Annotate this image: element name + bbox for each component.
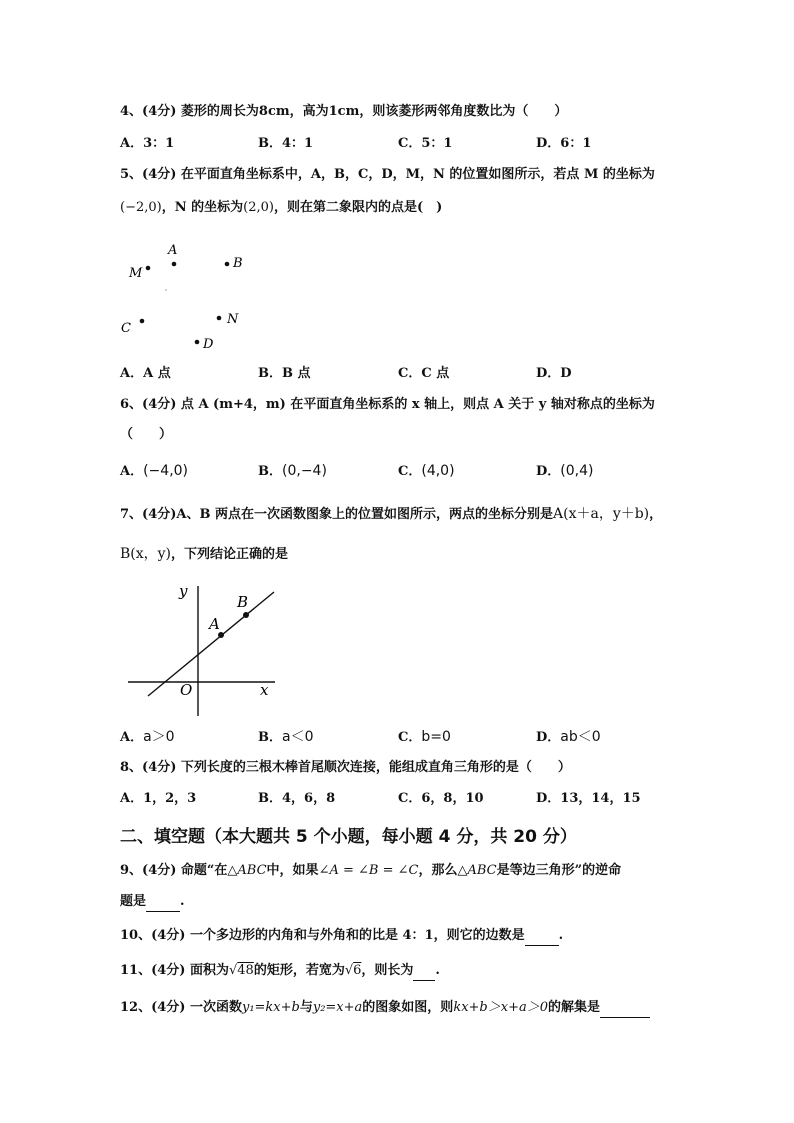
q6-stem-line2: （ ） — [120, 427, 173, 442]
q5-label-m: M — [129, 266, 143, 281]
q9-answer-blank[interactable] — [146, 893, 180, 912]
q8-option-c: C．6，8，10 — [398, 791, 484, 806]
q7-label-y: y — [179, 582, 188, 600]
section-2-title: 二、填空题（本大题共 5 个小题，每小题 4 分，共 20 分） — [120, 827, 577, 847]
q12-inequality: kx+b＞x+a＞0 — [453, 1000, 548, 1015]
q7-coord-b: B(x，y) — [120, 546, 172, 562]
q11-answer-blank[interactable] — [413, 962, 435, 981]
q12-answer-blank[interactable] — [600, 999, 650, 1018]
q8-option-d: D．13，14，15 — [536, 791, 641, 806]
q5-point-m — [146, 266, 151, 271]
q7-function-graph — [120, 578, 285, 720]
q5-label-b: B — [233, 256, 243, 271]
q5-m-coord: (−2,0) — [120, 200, 162, 215]
q5-point-d — [195, 340, 200, 345]
q5-label-n: N — [227, 312, 239, 327]
q7-option-d: D．ab＜0 — [536, 729, 601, 745]
q7-option-c: C．b=0 — [398, 729, 451, 745]
q7-label-o: O — [180, 681, 193, 699]
q7-label-b: B — [237, 593, 249, 611]
q9-stem-line1: 9、(4分) 命题“在△ABC中，如果∠A = ∠B = ∠C，那么△ABC是等边三角形”的逆命 — [120, 863, 622, 878]
q5-option-d: D．D — [536, 366, 572, 381]
q9-stem-line2: 题是 . — [120, 893, 185, 912]
q5-point-b — [225, 262, 230, 267]
q4-option-c: C．5：1 — [398, 136, 453, 151]
q6-option-b: B．(0,−4) — [258, 463, 327, 479]
q7-graph-line — [148, 592, 274, 696]
q5-option-a: A．A 点 — [120, 366, 171, 381]
q7-label-x: x — [260, 681, 269, 699]
q9-angle-equality: ∠A = ∠B = ∠C — [318, 863, 419, 878]
q7-point-b — [243, 612, 249, 618]
q5-point-c — [140, 319, 145, 324]
q7-coord-a: A(x＋a，y＋b) — [553, 506, 650, 522]
q9-triangle-1: △ABC — [227, 863, 267, 878]
q5-label-a: A — [168, 243, 178, 258]
q11-stem: 11、(4分) 面积为√48的矩形，若宽为√6，则长为 . — [120, 962, 440, 981]
q8-option-b: B．4，6，8 — [258, 791, 336, 806]
q7-stem-line1: 7、(4分)A、B 两点在一次函数图象上的位置如图所示，两点的坐标分别是A(x＋a，y＋b)， — [120, 506, 663, 522]
q5-stem-end: ，则在第二象限内的点是( ) — [273, 200, 443, 215]
q8-option-a: A．1，2，3 — [120, 791, 197, 806]
q10-answer-blank[interactable] — [525, 927, 559, 946]
q11-sqrt-6: √6 — [344, 963, 362, 978]
q5-label-c: C — [121, 321, 131, 336]
q5-option-b: B．B 点 — [258, 366, 311, 381]
q6-option-a: A．(−4,0) — [120, 463, 189, 479]
q6-option-c: C．(4,0) — [398, 463, 455, 479]
q5-point-figure — [115, 236, 255, 354]
q6-stem-line1: 6、(4分) 点 A (m+4，m) 在平面直角坐标系的 x 轴上，则点 A 关于 y 轴对称点的坐标为 — [120, 397, 655, 412]
q7-option-b: B．a＜0 — [258, 729, 314, 745]
q6-option-d: D．(0,4) — [536, 463, 594, 479]
q5-option-c: C．C 点 — [398, 366, 450, 381]
q5-point-n — [217, 316, 222, 321]
q5-point-a — [172, 262, 177, 267]
q12-function-1: y₁=kx+b — [241, 1000, 300, 1015]
q5-stem-line1: 5、(4分) 在平面直角坐标系中，A，B，C，D，M，N 的位置如图所示，若点 M 的坐标为 — [120, 167, 655, 182]
q4-stem: 4、(4分) 菱形的周长为8cm，高为1cm，则该菱形两邻角度数比为（ ） — [120, 104, 568, 119]
q4-option-d: D．6：1 — [536, 136, 592, 151]
q7-label-a: A — [209, 615, 220, 633]
q7-stem-text: 7、(4分)A、B 两点在一次函数图象上的位置如图所示，两点的坐标分别是 — [120, 507, 553, 522]
q7-option-a: A．a＞0 — [120, 729, 175, 745]
q10-stem: 10、(4分) 一个多边形的内角和与外角和的比是 4：1，则它的边数是 . — [120, 927, 563, 946]
q12-stem: 12、(4分) 一次函数y₁=kx+b与y₂=x+a的图象如图，则kx+b＞x+a＞0的解集是 — [120, 999, 650, 1018]
q5-label-d: D — [203, 337, 214, 352]
q9-triangle-2: △ABC — [457, 863, 497, 878]
q8-stem: 8、(4分) 下列长度的三根木棒首尾顺次连接，能组成直角三角形的是（ ） — [120, 760, 571, 775]
q5-stem-line2 — [120, 199, 442, 217]
q12-function-2: y₂=x+a — [312, 1000, 363, 1015]
q4-option-b: B．4：1 — [258, 136, 314, 151]
q5-point-origin-faint — [165, 289, 167, 291]
q7-stem-line2: B(x，y)，下列结论正确的是 — [120, 546, 289, 562]
q11-sqrt-48: √48 — [228, 963, 254, 978]
q5-n-coord: (2,0) — [243, 200, 274, 215]
q5-stem-mid: ，N 的坐标为 — [161, 200, 244, 215]
q4-option-a: A．3：1 — [120, 136, 175, 151]
